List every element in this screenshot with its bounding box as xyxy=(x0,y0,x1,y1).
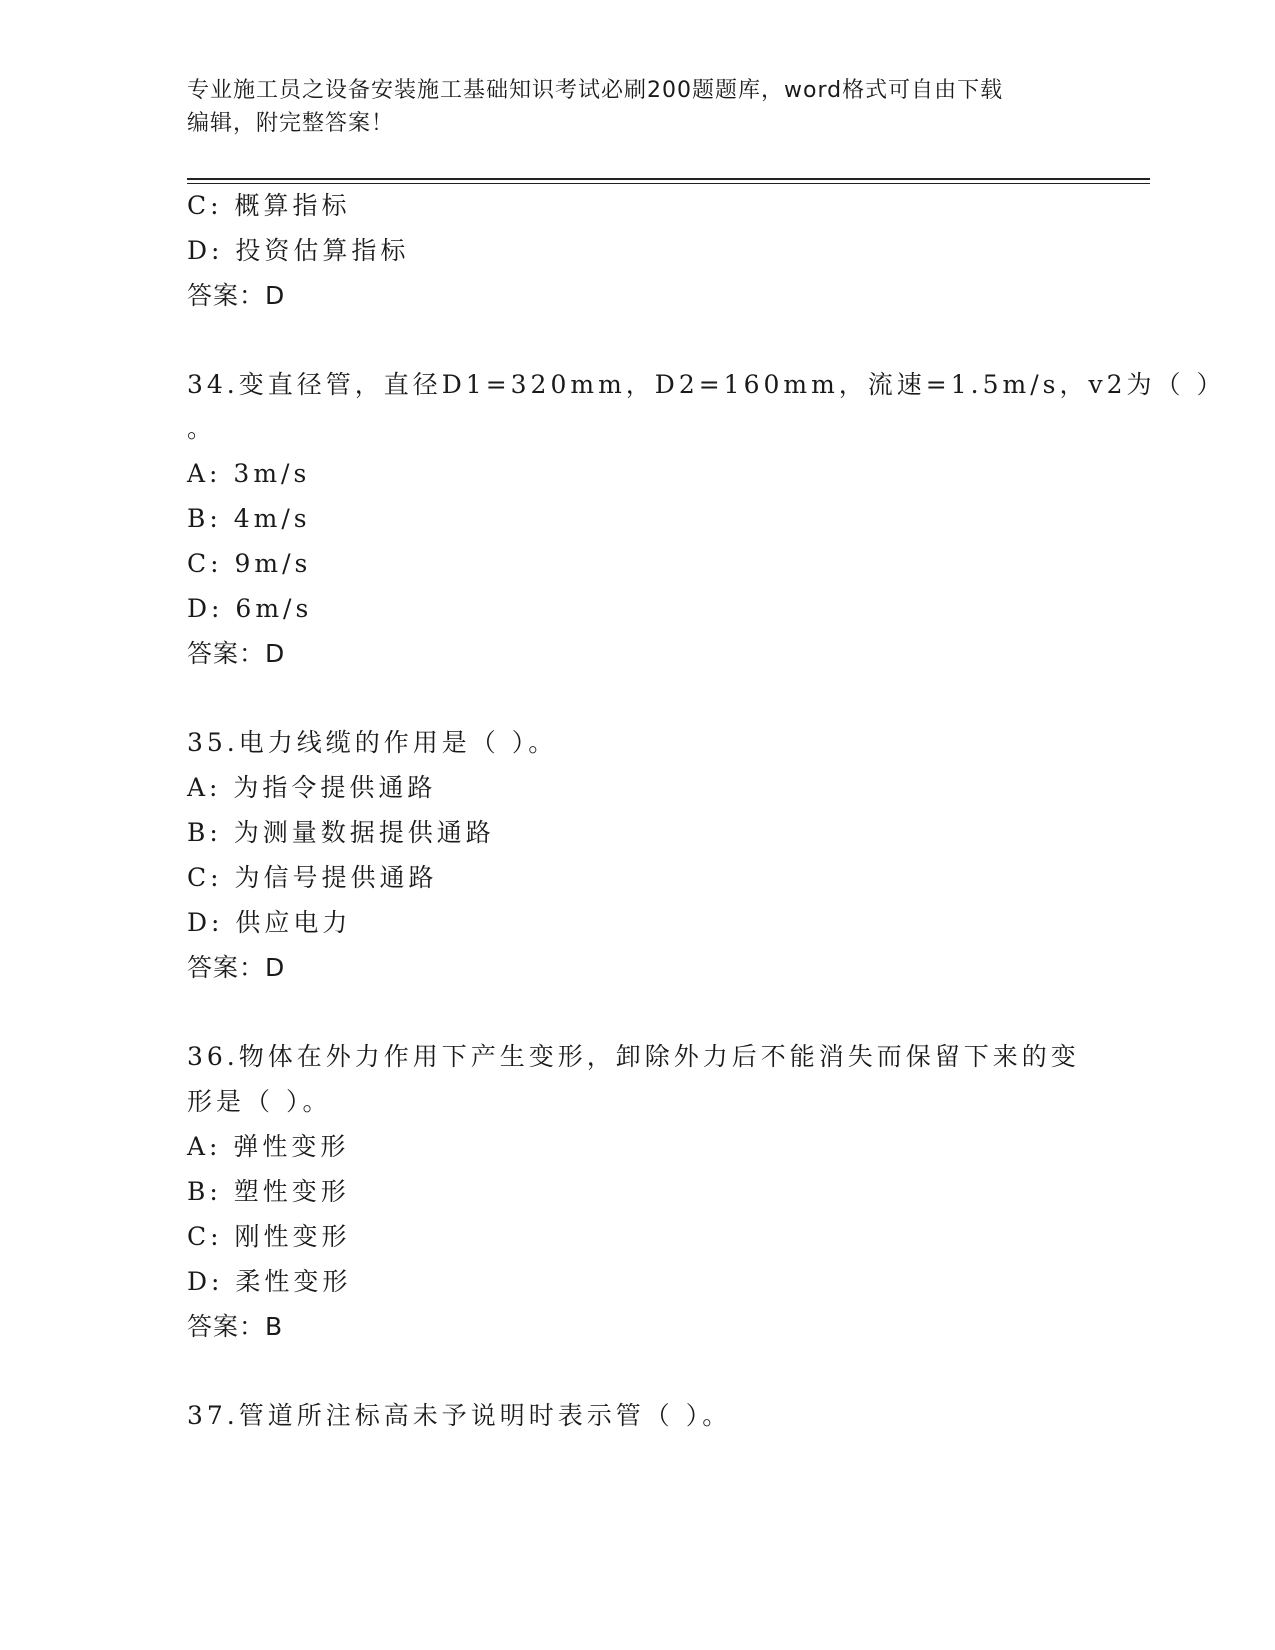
prev-answer: 答案：D xyxy=(187,281,286,310)
q34-stem-line-2: 。 xyxy=(187,414,217,443)
q35-option-b: B: 为测量数据提供通路 xyxy=(187,818,495,847)
q36-option-c: C: 刚性变形 xyxy=(187,1222,351,1251)
q34-option-c: C: 9m/s xyxy=(187,549,312,578)
header-line-2: 编辑，附完整答案！ xyxy=(187,111,395,136)
q36-option-d: D: 柔性变形 xyxy=(187,1267,352,1296)
q35-option-d: D: 供应电力 xyxy=(187,908,352,937)
header-rule-thin xyxy=(187,183,1150,184)
q34-option-d: D: 6m/s xyxy=(187,594,313,623)
header-rule-thick xyxy=(187,178,1150,180)
q36-answer: 答案：B xyxy=(187,1312,284,1341)
q34-stem-line-1: 34.变直径管，直径D1=320mm，D2=160mm，流速=1.5m/s，v2为（ ） xyxy=(187,370,1226,399)
q34-answer: 答案：D xyxy=(187,639,286,668)
q37-stem-line-1: 37.管道所注标高未予说明时表示管（ ）。 xyxy=(187,1401,732,1430)
q36-option-b: B: 塑性变形 xyxy=(187,1177,350,1206)
q36-stem-line-2: 形是（ ）。 xyxy=(187,1087,332,1116)
q35-answer: 答案：D xyxy=(187,953,286,982)
document-header xyxy=(187,74,1067,140)
header-line-1: 专业施工员之设备安装施工基础知识考试必刷200题题库，word格式可自由下载 xyxy=(187,78,1004,103)
q35-option-c: C: 为信号提供通路 xyxy=(187,863,438,892)
q35-stem-line-1: 35.电力线缆的作用是（ ）。 xyxy=(187,728,558,757)
q34-option-b: B: 4m/s xyxy=(187,504,311,533)
q35-option-a: A: 为指令提供通路 xyxy=(187,773,437,802)
prev-option-c: C: 概算指标 xyxy=(187,191,351,220)
prev-option-d: D: 投资估算指标 xyxy=(187,236,410,265)
q34-option-a: A: 3m/s xyxy=(187,459,311,488)
q36-option-a: A: 弹性变形 xyxy=(187,1132,350,1161)
q36-stem-line-1: 36.物体在外力作用下产生变形，卸除外力后不能消失而保留下来的变 xyxy=(187,1042,1080,1071)
